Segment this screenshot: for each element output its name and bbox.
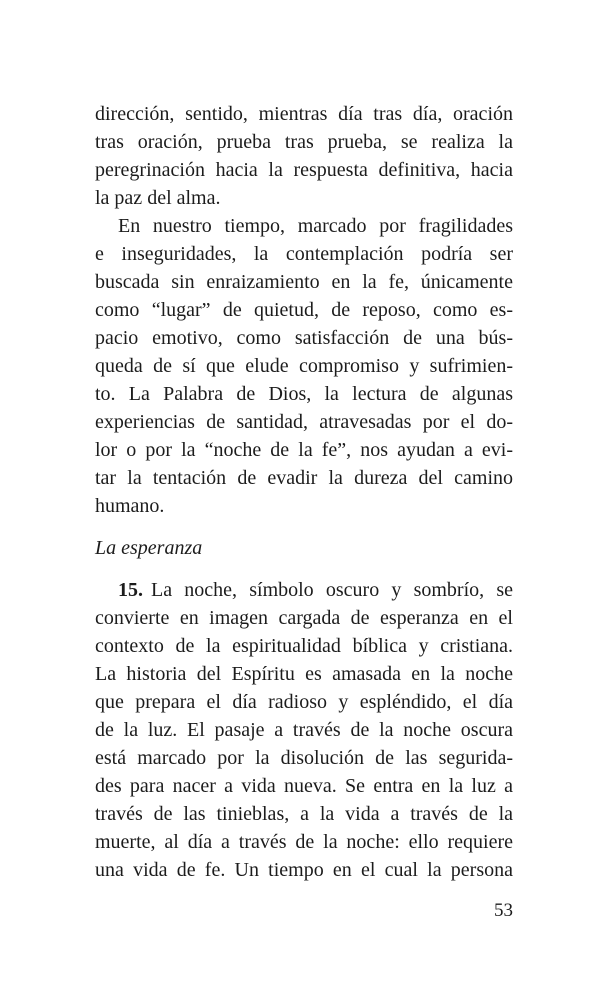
- text-line: tras oración, prueba tras prueba, se realiza la: [95, 131, 513, 153]
- text-line: lor o por la “noche de la fe”, nos ayudan a evi-: [95, 439, 513, 461]
- text-line: to. La Palabra de Dios, la lectura de algunas: [95, 383, 513, 405]
- text-line: En nuestro tiempo, marcado por fragilidades: [118, 215, 513, 237]
- text-line: la paz del alma.: [95, 187, 221, 209]
- paragraph: [95, 100, 513, 212]
- text-line: La historia del Espíritu es amasada en la noche: [95, 663, 513, 685]
- paragraph: [95, 212, 513, 520]
- text-line: una vida de fe. Un tiempo en el cual la persona: [95, 859, 513, 881]
- text-line: des para nacer a vida nueva. Se entra en la luz a: [95, 775, 513, 797]
- text-line: convierte en imagen cargada de esperanza en el: [95, 607, 513, 629]
- line-text: La noche, símbolo oscuro y sombrío, se: [151, 579, 513, 601]
- text-block: [95, 100, 513, 884]
- text-line: e inseguridades, la contemplación podría ser: [95, 243, 513, 265]
- text-line: como “lugar” de quietud, de reposo, como es-: [95, 299, 513, 321]
- text-line: [95, 576, 513, 604]
- text-line: buscada sin enraizamiento en la fe, únicamente: [95, 271, 513, 293]
- paragraph: [95, 576, 513, 884]
- text-line: peregrinación hacia la respuesta definitiva, hacia: [95, 159, 513, 181]
- text-line: pacio emotivo, como satisfacción de una bús-: [95, 327, 513, 349]
- text-line: través de las tinieblas, a la vida a través de la: [95, 803, 513, 825]
- text-line: humano.: [95, 495, 165, 517]
- text-line: contexto de la espiritualidad bíblica y cristiana.: [95, 635, 513, 657]
- text-line: dirección, sentido, mientras día tras día, oración: [95, 103, 513, 125]
- section-heading: La esperanza: [95, 537, 203, 559]
- text-line: queda de sí que elude compromiso y sufrimien-: [95, 355, 513, 377]
- text-line: está marcado por la disolución de las segurida-: [95, 747, 513, 769]
- text-line: muerte, al día a través de la noche: ello requiere: [95, 831, 513, 853]
- text-line: de la luz. El pasaje a través de la noche oscura: [95, 719, 513, 741]
- page-number: 53: [494, 900, 513, 921]
- paragraph-number: 15.: [118, 579, 143, 601]
- text-line: que prepara el día radioso y espléndido, el día: [95, 691, 513, 713]
- text-line: experiencias de santidad, atravesadas por el do-: [95, 411, 513, 433]
- text-line: tar la tentación de evadir la dureza del camino: [95, 467, 513, 489]
